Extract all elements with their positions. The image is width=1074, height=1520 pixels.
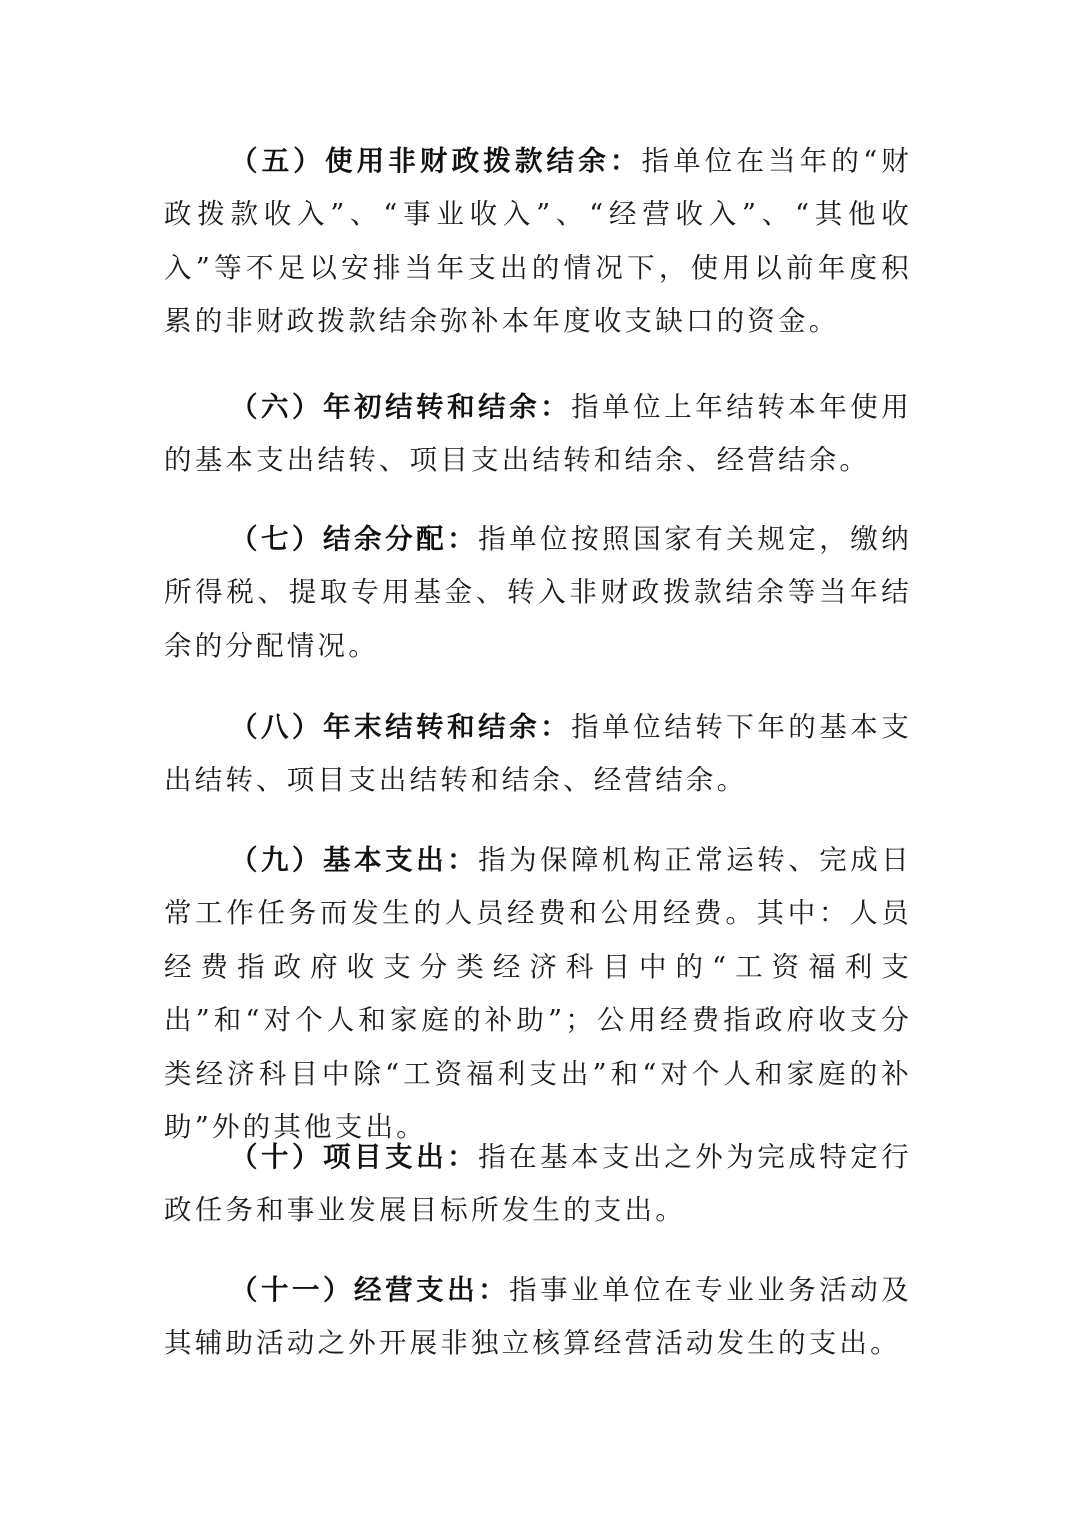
- paragraph-5-term: （五）使用非财政拨款结余：: [230, 145, 642, 177]
- paragraph-8-term: （八）年末结转和结余：: [230, 711, 572, 743]
- paragraph-11-body: 指事业单位在专业业务活动及其辅助活动之外开展非独立核算经营活动发生的支出。: [164, 1274, 912, 1360]
- paragraph-6-term: （六）年初结转和结余：: [230, 391, 572, 423]
- paragraph-8: [164, 701, 912, 808]
- paragraph-8-body: 指单位结转下年的基本支出结转、项目支出结转和结余、经营结余。: [164, 711, 912, 797]
- paragraph-5: [164, 135, 912, 349]
- paragraph-11-term: （十一）经营支出：: [230, 1274, 510, 1306]
- paragraph-10: [164, 1131, 912, 1238]
- paragraph-10-term: （十）项目支出：: [230, 1141, 479, 1173]
- paragraph-9: [164, 834, 912, 1154]
- paragraph-6-body: 指单位上年结转本年使用的基本支出结转、项目支出结转和结余、经营结余。: [164, 391, 912, 477]
- paragraph-7-body: 指单位按照国家有关规定，缴纳所得税、提取专用基金、转入非财政拨款结余等当年结余的分配情况。: [164, 523, 912, 662]
- paragraph-10-body: 指在基本支出之外为完成特定行政任务和事业发展目标所发生的支出。: [164, 1141, 912, 1227]
- paragraph-9-body: 指为保障机构正常运转、完成日常工作任务而发生的人员经费和公用经费。其中：人员经费指政府收支分类经济科目中的“工资福利支出”和“对个人和家庭的补助”；公用经费指政府收支分类经济科目中除“工资福利支出”和“对个人和家庭的补助”外的其他支出。: [164, 844, 912, 1144]
- paragraph-5-body: 指单位在当年的“财政拨款收入”、“事业收入”、“经营收入”、“其他收入”等不足以安排当年支出的情况下，使用以前年度积累的非财政拨款结余弥补本年度收支缺口的资金。: [164, 145, 912, 338]
- paragraph-11: [164, 1264, 912, 1371]
- paragraph-7: [164, 513, 912, 673]
- paragraph-7-term: （七）结余分配：: [230, 523, 479, 555]
- paragraph-6: [164, 381, 912, 488]
- paragraph-9-term: （九）基本支出：: [230, 844, 479, 876]
